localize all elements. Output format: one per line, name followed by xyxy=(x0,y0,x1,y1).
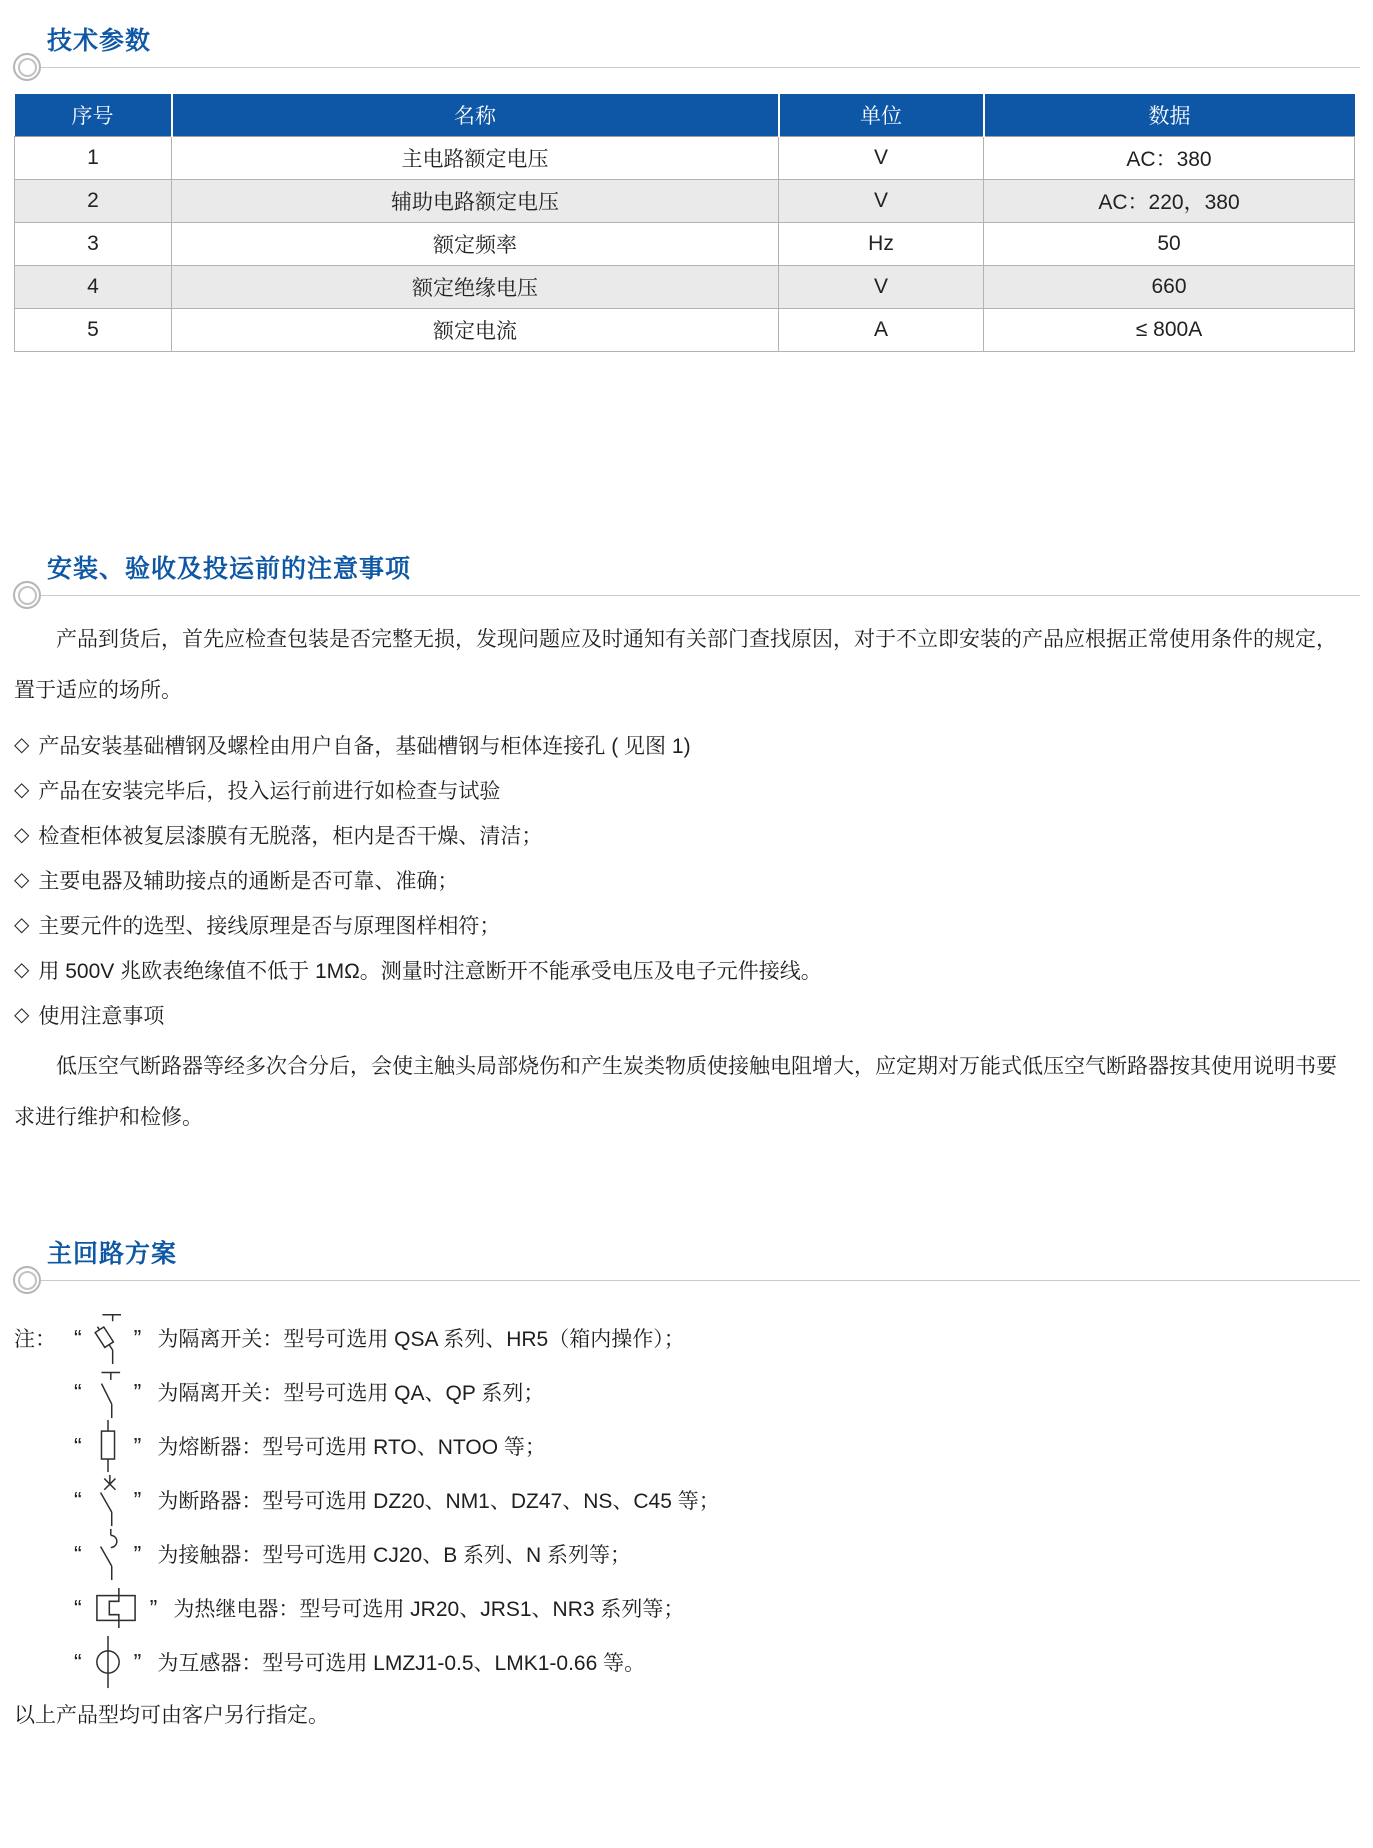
cell-unit: V xyxy=(779,137,984,180)
ring-inner-icon xyxy=(18,1271,37,1290)
ring-icon xyxy=(13,581,41,609)
close-quote: ” xyxy=(133,1378,142,1405)
section-divider xyxy=(0,580,1373,610)
cell-name: 额定电流 xyxy=(172,309,779,352)
ring-inner-icon xyxy=(18,58,37,77)
note-row xyxy=(14,1311,1373,1365)
thermal-relay-icon xyxy=(86,1581,146,1635)
cell-index: 2 xyxy=(15,180,172,223)
note-row xyxy=(14,1581,1373,1635)
cell-unit: Hz xyxy=(779,223,984,266)
diamond-marker-icon: ◇ xyxy=(14,824,30,846)
diamond-marker-icon: ◇ xyxy=(14,734,30,756)
footer-note: 以上产品型均可由客户另行指定。 xyxy=(14,1704,329,1727)
cell-index: 4 xyxy=(15,266,172,309)
section-title-technical-parameters: 技术参数 xyxy=(47,27,152,55)
note-text: 为互感器：型号可选用 LMZJ1-0.5、LMK1-0.66 等。 xyxy=(157,1652,646,1675)
note-text: 为接触器：型号可选用 CJ20、B 系列、N 系列等； xyxy=(157,1544,632,1567)
diamond-marker-icon: ◇ xyxy=(14,779,30,801)
cell-index: 5 xyxy=(15,309,172,352)
cell-name: 额定绝缘电压 xyxy=(172,266,779,309)
cell-unit: V xyxy=(779,266,984,309)
cell-data: AC：220，380 xyxy=(984,180,1355,223)
column-header-unit: 单位 xyxy=(779,94,984,137)
current-transformer-icon xyxy=(86,1635,130,1689)
table-row xyxy=(15,180,1355,223)
note-text: 为熔断器：型号可选用 RTO、NTOO 等； xyxy=(157,1436,546,1459)
fuse-icon xyxy=(86,1419,130,1473)
table-row xyxy=(15,266,1355,309)
column-header-data: 数据 xyxy=(984,94,1355,137)
isolator-fuse-switch-icon xyxy=(86,1311,130,1365)
table-row xyxy=(15,137,1355,180)
divider-line xyxy=(41,67,1360,68)
list-item-text: 主要电器及辅助接点的通断是否可靠、准确； xyxy=(38,869,459,893)
cell-name: 主电路额定电压 xyxy=(172,137,779,180)
installation-content xyxy=(14,614,1357,1143)
diamond-marker-icon: ◇ xyxy=(14,1004,30,1026)
list-item-text: 检查柜体被复层漆膜有无脱落，柜内是否干燥、清洁； xyxy=(38,824,543,848)
section-title-main-circuit: 主回路方案 xyxy=(47,1240,178,1268)
section-divider xyxy=(0,52,1373,82)
column-header-index: 序号 xyxy=(15,94,172,137)
intro-paragraph: 产品到货后，首先应检查包装是否完整无损，发现问题应及时通知有关部门查找原因，对于不立即安装的产品应根据正常使用条件的规定，置于适应的场所。 xyxy=(14,628,1337,702)
cell-unit: V xyxy=(779,180,984,223)
open-quote: “ xyxy=(74,1594,82,1621)
cell-data: AC：380 xyxy=(984,137,1355,180)
close-quote: ” xyxy=(133,1648,142,1675)
close-quote: ” xyxy=(133,1432,142,1459)
note-row xyxy=(14,1635,1373,1689)
list-item-text: 产品在安装完毕后，投入运行前进行如检查与试验 xyxy=(38,779,501,803)
ring-inner-icon xyxy=(18,586,37,605)
list-item xyxy=(14,812,1357,857)
list-item xyxy=(14,902,1357,947)
note-text: 为热继电器：型号可选用 JR20、JRS1、NR3 系列等； xyxy=(173,1598,685,1621)
section-title-installation-notes: 安装、验收及投运前的注意事项 xyxy=(47,555,412,583)
open-quote: “ xyxy=(74,1378,82,1405)
diamond-marker-icon: ◇ xyxy=(14,959,30,981)
list-item xyxy=(14,767,1357,812)
column-header-name: 名称 xyxy=(172,94,779,137)
close-quote: ” xyxy=(149,1594,158,1621)
diamond-marker-icon: ◇ xyxy=(14,914,30,936)
note-row xyxy=(14,1527,1373,1581)
open-quote: “ xyxy=(74,1432,82,1459)
ring-icon xyxy=(13,53,41,81)
table-row xyxy=(15,309,1355,352)
note-row xyxy=(14,1365,1373,1419)
note-label: 注： xyxy=(14,1328,56,1351)
section-technical-parameters xyxy=(0,26,1373,352)
cell-data: 660 xyxy=(984,266,1355,309)
section-installation-notes xyxy=(0,554,1373,1143)
list-item-text: 产品安装基础槽钢及螺栓由用户自备，基础槽钢与柜体连接孔 ( 见图 1) xyxy=(38,734,691,758)
table-header-row xyxy=(15,94,1355,137)
note-row xyxy=(14,1419,1373,1473)
cell-index: 1 xyxy=(15,137,172,180)
list-item xyxy=(14,857,1357,902)
close-quote: ” xyxy=(133,1486,142,1513)
contactor-icon xyxy=(86,1527,130,1581)
symbol-notes xyxy=(14,1311,1373,1689)
open-quote: “ xyxy=(74,1648,82,1675)
close-quote: ” xyxy=(133,1324,142,1351)
outro-paragraph: 低压空气断路器等经多次合分后，会使主触头局部烧伤和产生炭类物质使接触电阻增大，应定期对万能式低压空气断路器按其使用说明书要求进行维护和检修。 xyxy=(14,1055,1337,1129)
list-item xyxy=(14,992,1357,1037)
cell-data: ≤ 800A xyxy=(984,309,1355,352)
open-quote: “ xyxy=(74,1324,82,1351)
list-item-text: 用 500V 兆欧表绝缘值不低于 1MΩ。测量时注意断开不能承受电压及电子元件接线。 xyxy=(38,959,822,983)
cell-name: 辅助电路额定电压 xyxy=(172,180,779,223)
circuit-breaker-icon xyxy=(86,1473,130,1527)
cell-data: 50 xyxy=(984,223,1355,266)
knife-switch-icon xyxy=(86,1365,130,1419)
cell-index: 3 xyxy=(15,223,172,266)
diamond-marker-icon: ◇ xyxy=(14,869,30,891)
note-text: 为隔离开关：型号可选用 QA、QP 系列； xyxy=(157,1382,545,1405)
divider-line xyxy=(41,595,1360,596)
close-quote: ” xyxy=(133,1540,142,1567)
open-quote: “ xyxy=(74,1486,82,1513)
technical-parameters-table xyxy=(14,94,1355,352)
ring-icon xyxy=(13,1266,41,1294)
diamond-list xyxy=(14,722,1357,1037)
note-text: 为隔离开关：型号可选用 QSA 系列、HR5（箱内操作）； xyxy=(157,1328,685,1351)
list-item-text: 主要元件的选型、接线原理是否与原理图样相符； xyxy=(38,914,501,938)
section-main-circuit xyxy=(0,1239,1373,1729)
list-item-text: 使用注意事项 xyxy=(38,1004,165,1028)
list-item xyxy=(14,722,1357,767)
divider-line xyxy=(41,1280,1360,1281)
note-row xyxy=(14,1473,1373,1527)
table-row xyxy=(15,223,1355,266)
cell-unit: A xyxy=(779,309,984,352)
note-text: 为断路器：型号可选用 DZ20、NM1、DZ47、NS、C45 等； xyxy=(157,1490,720,1513)
section-divider xyxy=(0,1265,1373,1295)
cell-name: 额定频率 xyxy=(172,223,779,266)
list-item xyxy=(14,947,1357,992)
open-quote: “ xyxy=(74,1540,82,1567)
